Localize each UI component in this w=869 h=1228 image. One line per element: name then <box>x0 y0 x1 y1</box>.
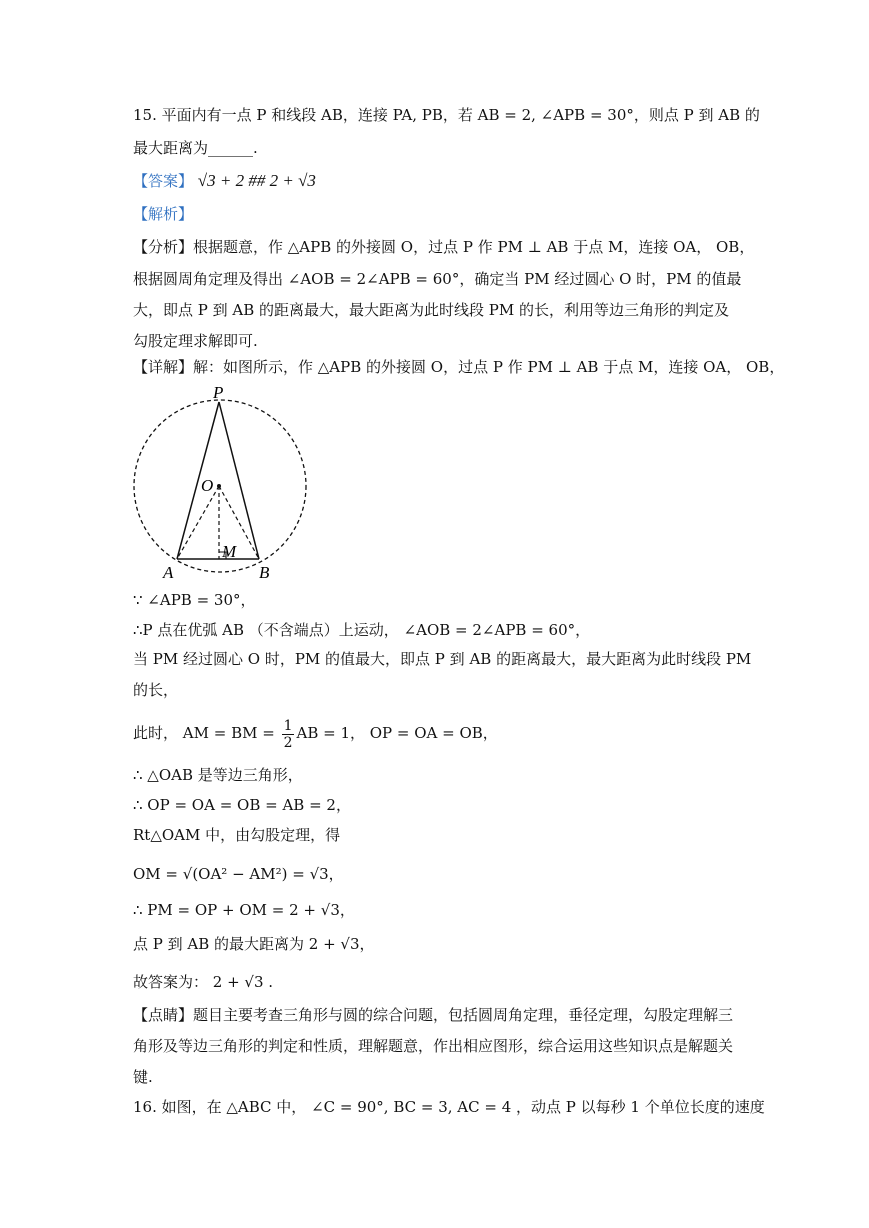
label-O: O <box>201 476 214 495</box>
answer-label: 【答案】 <box>133 172 194 190</box>
fraction-denominator: 2 <box>283 734 293 751</box>
comment-line-1: 【点睛】题目主要考查三角形与圆的综合问题，包括圆周角定理，垂径定理，勾股定理解三 <box>133 1006 734 1024</box>
step-8: Rt△OAM 中，由勾股定理，得 <box>133 826 341 844</box>
q15-line-2: 最大距离为______. <box>133 139 258 157</box>
label-B: B <box>259 563 270 582</box>
circle-triangle-figure <box>125 384 325 589</box>
fenxi-line-3: 大，即点 P 到 AB 的距离最大，最大距离为此时线段 PM 的长，利用等边三角形的判定及 <box>133 301 730 319</box>
label-P: P <box>213 384 224 402</box>
comment-line-2: 角形及等边三角形的判定和性质，理解题意，作出相应图形，综合运用这些知识点是解题关 <box>133 1037 734 1055</box>
fenxi-line-2: 根据圆周角定理及得出 ∠AOB = 2∠APB = 60°，确定当 PM 经过圆心 O 时，PM 的值最 <box>133 270 742 288</box>
step-7: ∴ OP = OA = OB = AB = 2， <box>133 796 351 814</box>
step-2: ∴P 点在优弧 AB （不含端点）上运动， ∠AOB = 2∠APB = 60°， <box>133 621 591 639</box>
detail-intro: 【详解】解：如图所示，作 △APB 的外接圆 O，过点 P 作 PM ⊥ AB 于点 M，连接 OA， OB， <box>133 358 785 376</box>
step-6: ∴ △OAB 是等边三角形， <box>133 766 303 784</box>
segment-PB <box>219 402 259 559</box>
label-M: M <box>222 542 237 561</box>
step-9: OM = √(OA² − AM²) = √3， <box>133 865 344 883</box>
step-4: 的长， <box>133 681 179 699</box>
segment-OA <box>177 486 219 559</box>
fraction-numerator: 1 <box>283 717 293 734</box>
fenxi-line-1: 【分析】根据题意，作 △APB 的外接圆 O，过点 P 作 PM ⊥ AB 于点 M，连接 OA， OB， <box>133 238 755 256</box>
step-12: 故答案为： 2 + √3 . <box>133 973 274 991</box>
center-point <box>217 484 221 488</box>
step-5 <box>133 714 498 752</box>
question-16: 16. 如图，在 △ABC 中， ∠C = 90°, BC = 3, AC = 4 ，动点 P 以每秒 1 个单位长度的速度 <box>133 1098 765 1116</box>
fraction-one-half <box>282 718 295 751</box>
q15-line-1: 15. 平面内有一点 P 和线段 AB，连接 PA, PB，若 AB = 2, ∠APB = 30°，则点 P 到 AB 的 <box>133 106 760 124</box>
step-1: ∵ ∠APB = 30°， <box>133 591 256 609</box>
answer-row <box>133 170 316 192</box>
comment-line-3: 键. <box>133 1068 153 1086</box>
step-11: 点 P 到 AB 的最大距离为 2 + √3， <box>133 935 375 953</box>
label-A: A <box>163 563 174 582</box>
answer-value: √3 + 2 ## 2 + √3 <box>197 171 316 190</box>
fenxi-line-4: 勾股定理求解即可. <box>133 332 258 350</box>
step-3: 当 PM 经过圆心 O 时，PM 的值最大，即点 P 到 AB 的距离最大，最大距离为此时线段 PM <box>133 650 752 668</box>
step-5-part-a: 此时， AM = BM = <box>133 724 280 742</box>
step-10: ∴ PM = OP + OM = 2 + √3， <box>133 901 355 919</box>
step-5-part-b: AB = 1， OP = OA = OB， <box>296 724 498 742</box>
analysis-label: 【解析】 <box>133 205 194 223</box>
